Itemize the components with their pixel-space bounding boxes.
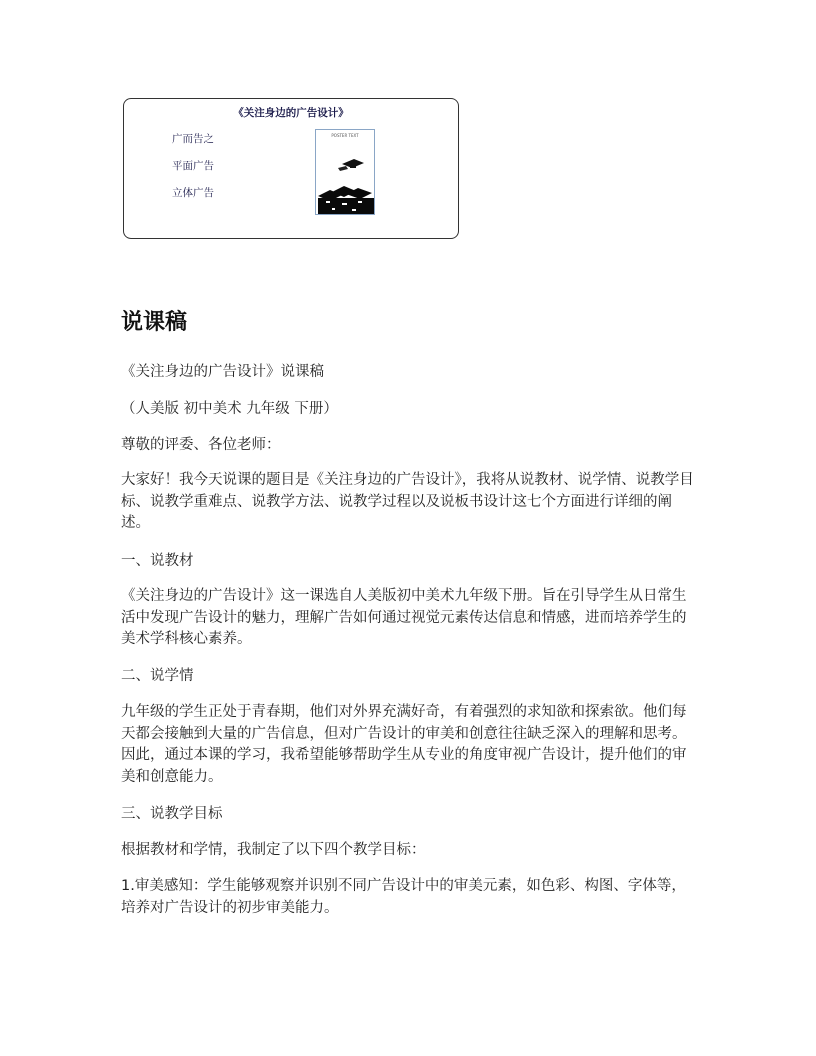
paragraph-greeting: 尊敬的评委、各位老师： (121, 437, 281, 453)
slide-item-3: 立体广告 (172, 187, 214, 199)
page-title: 说课稿 (121, 310, 188, 335)
paragraph-title: 《关注身边的广告设计》说课稿 (121, 364, 324, 380)
section-heading-students: 二、说学情 (121, 668, 194, 684)
paragraph-goal-1: 1.审美感知：学生能够观察并识别不同广告设计中的审美元素，如色彩、构图、字体等，培养对广告设计的初步审美能力。 (121, 878, 686, 916)
poster-image (315, 129, 375, 215)
slide-title: 《关注身边的广告设计》 (233, 107, 349, 119)
paragraph-students: 九年级的学生正处于青春期，他们对外界充满好奇，有着强烈的求知欲和探索欲。他们每天都会接触到大量的广告信息，但对广告设计的审美和创意往往缺乏深入的理解和思考。因此，通过本课的学习，我希望能够帮助学生从专业的角度审视广告设计，提升他们的审美和创意能力。 (121, 704, 687, 785)
graduation-caps-illustration (316, 130, 374, 214)
paragraph-intro: 大家好！我今天说课的题目是《关注身边的广告设计》，我将从说教材、说学情、说教学目标、说教学重难点、说教学方法、说教学过程以及说板书设计这七个方面进行详细的阐述。 (121, 472, 694, 531)
paragraph-edition: （人美版 初中美术 九年级 下册） (121, 401, 338, 417)
slide-item-1: 广而告之 (172, 133, 214, 145)
slide-item-2: 平面广告 (172, 160, 214, 172)
poster-caption: POSTER TEXT (331, 133, 359, 138)
paragraph-textbook: 《关注身边的广告设计》这一课选自人美版初中美术九年级下册。旨在引导学生从日常生活中发现广告设计的魅力，理解广告如何通过视觉元素传达信息和情感，进而培养学生的美术学科核心素养。 (121, 588, 687, 647)
slide-thumbnail (123, 98, 459, 239)
section-heading-textbook: 一、说教材 (121, 553, 194, 569)
paragraph-goals-intro: 根据教材和学情，我制定了以下四个教学目标： (121, 842, 426, 858)
section-heading-goals: 三、说教学目标 (121, 806, 223, 822)
